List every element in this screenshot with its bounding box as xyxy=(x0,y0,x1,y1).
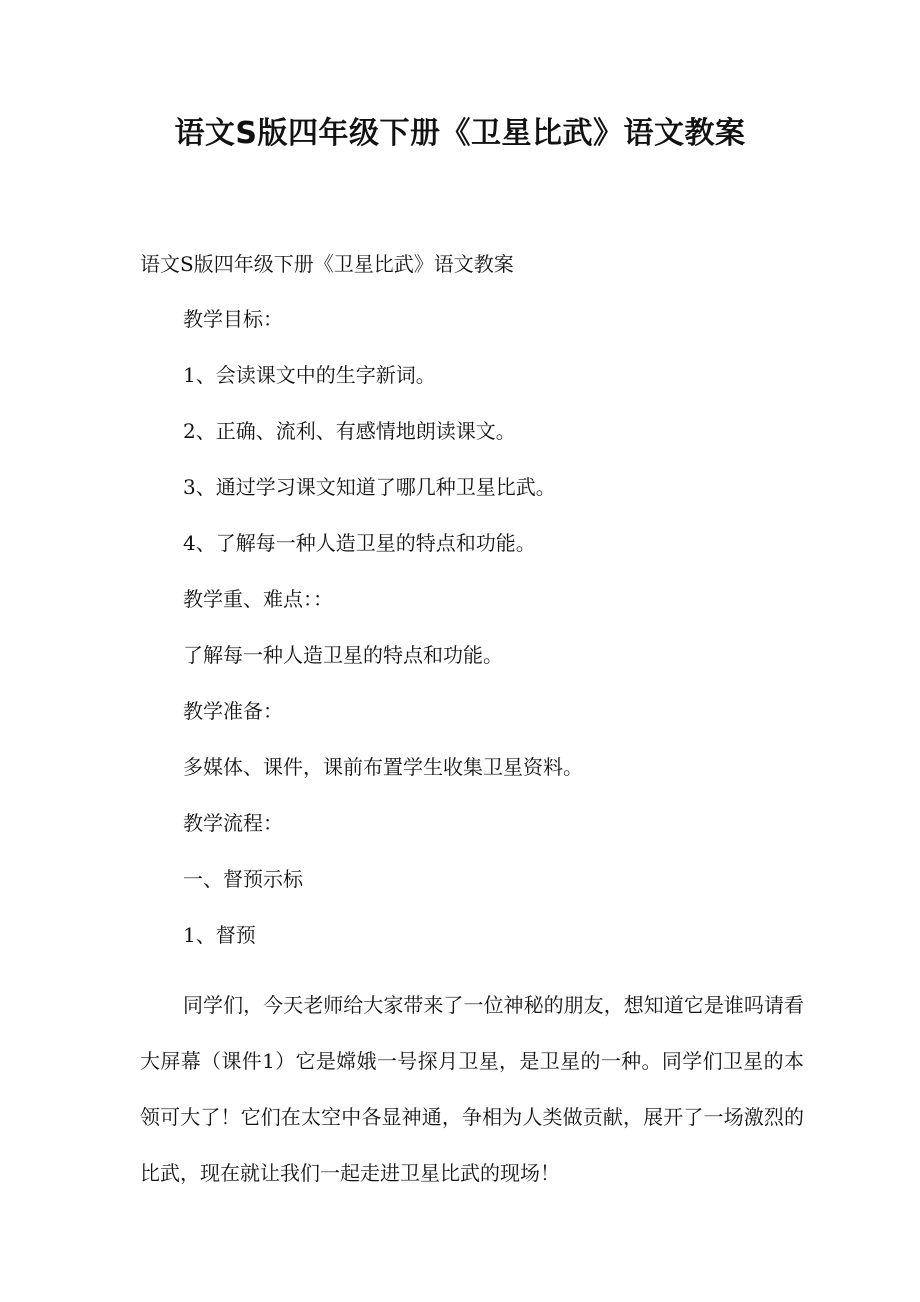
preparation-text: 多媒体、课件，课前布置学生收集卫星资料。 xyxy=(183,755,583,779)
section-heading-preparation: 教学准备： xyxy=(183,699,283,723)
key-points-text: 了解每一种人造卫星的特点和功能。 xyxy=(183,643,503,667)
process-step-heading: 一、督预示标 xyxy=(183,867,303,891)
section-heading-objectives: 教学目标： xyxy=(183,307,283,331)
process-substep-heading: 1、督预 xyxy=(183,923,256,947)
objective-item: 4、了解每一种人造卫星的特点和功能。 xyxy=(183,531,536,555)
section-heading-process: 教学流程： xyxy=(183,811,283,835)
document-subtitle: 语文S版四年级下册《卫星比武》语文教案 xyxy=(140,252,514,276)
objective-item: 2、正确、流利、有感情地朗读课文。 xyxy=(183,419,516,443)
objective-item: 1、会读课文中的生字新词。 xyxy=(183,363,436,387)
objective-item: 3、通过学习课文知道了哪几种卫星比武。 xyxy=(183,475,556,499)
section-heading-key-points: 教学重、难点：： xyxy=(183,587,333,611)
document-title: 语文S版四年级下册《卫星比武》语文教案 xyxy=(174,116,746,151)
body-paragraph: 同学们，今天老师给大家带来了一位神秘的朋友，想知道它是谁吗请看大屏幕（课件1）它是嫦娥一号探月卫星，是卫星的一种。同学们卫星的本领可大了！它们在太空中各显神通，争相为人类做贡献，展开了一场激烈的比武，现在就让我们一起走进卫星比武的现场！ xyxy=(140,993,804,1185)
